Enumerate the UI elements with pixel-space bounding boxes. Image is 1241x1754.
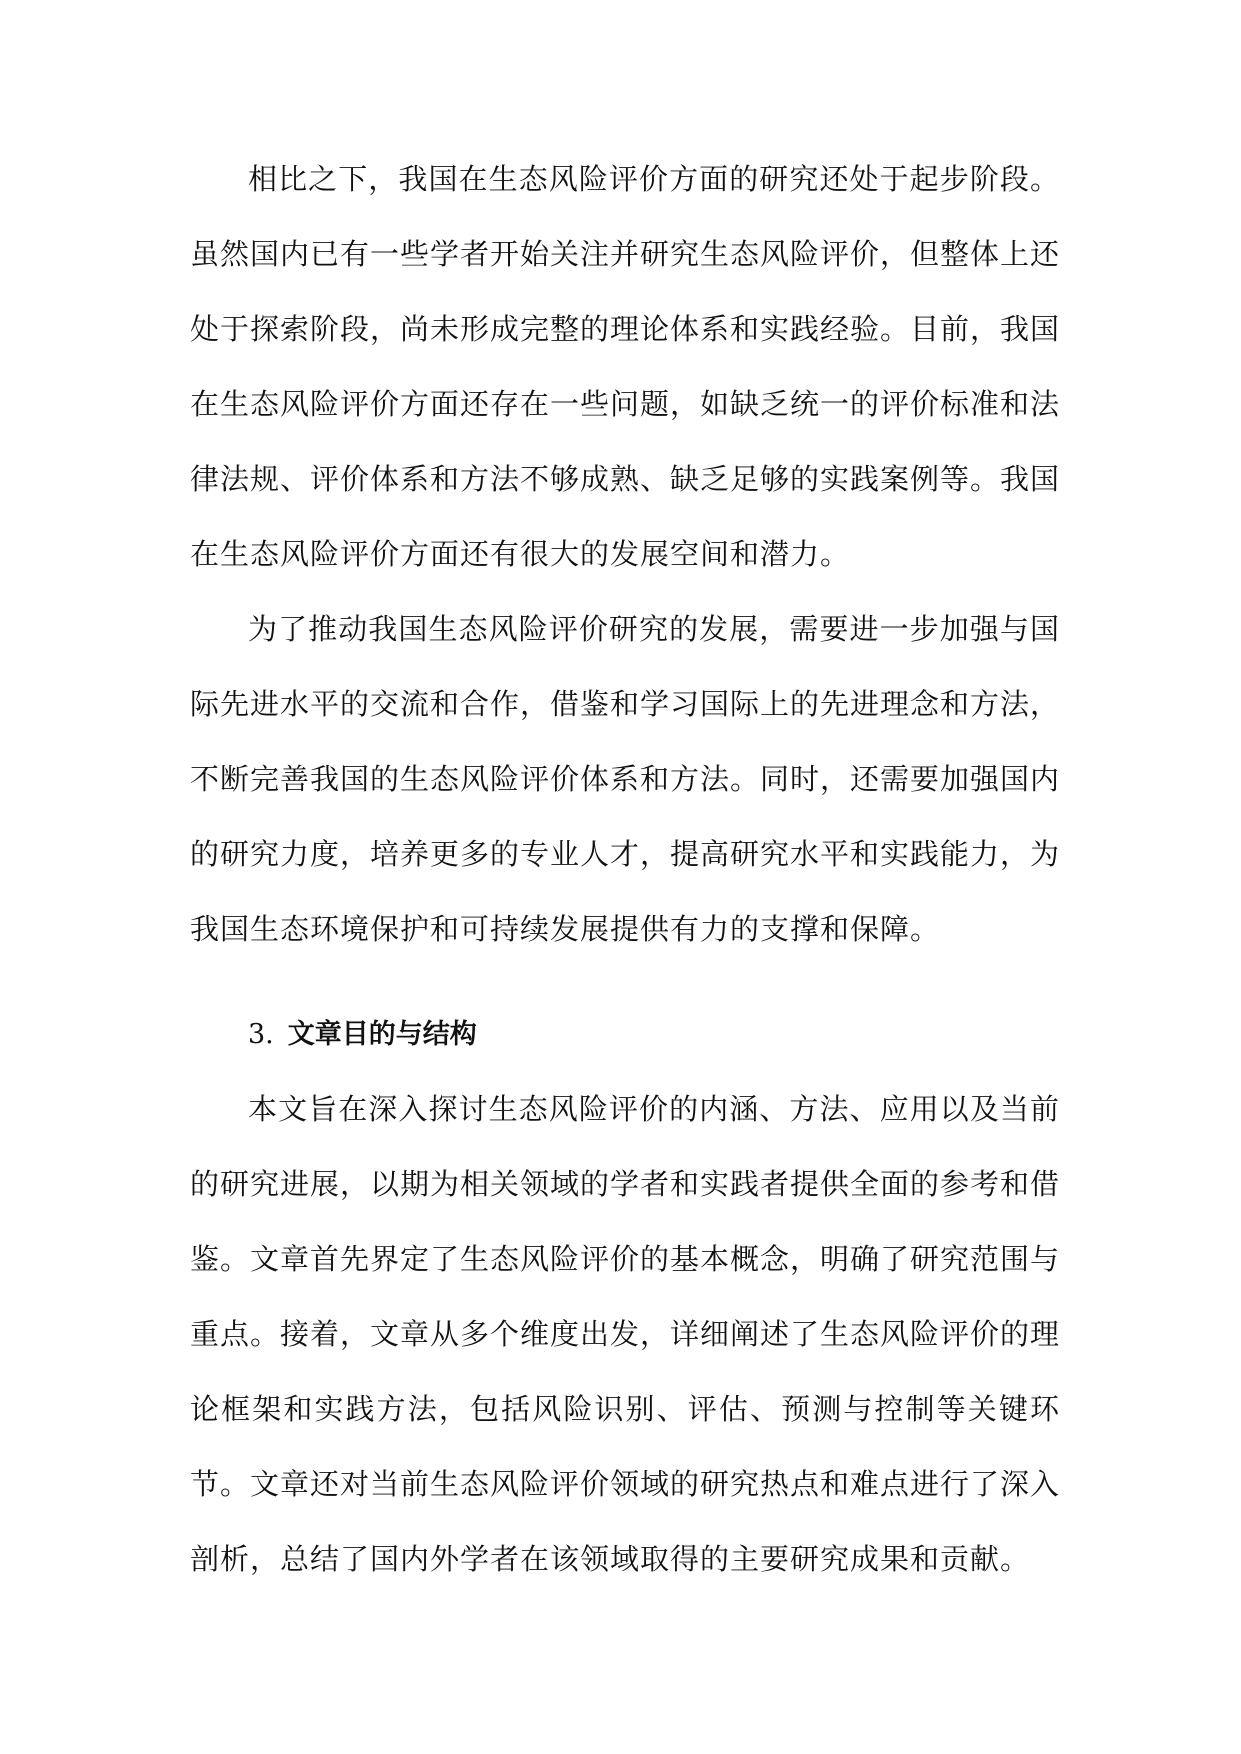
section-title: 文章目的与结构 bbox=[287, 1019, 477, 1050]
section-heading bbox=[190, 997, 1060, 1072]
paragraph-article-purpose: 本文旨在深入探讨生态风险评价的内涵、方法、应用以及当前的研究进展，以期为相关领域的学者和实践者提供全面的参考和借鉴。文章首先界定了生态风险评价的基本概念，明确了研究范围与重点。接着，文章从多个维度出发，详细阐述了生态风险评价的理论框架和实践方法，包括风险识别、评估、预测与控制等关键环节。文章还对当前生态风险评价领域的研究热点和难点进行了深入剖析，总结了国内外学者在该领域取得的主要研究成果和贡献。 bbox=[190, 1092, 1061, 1576]
document-body bbox=[190, 142, 1060, 1597]
paragraph-domestic-status: 相比之下，我国在生态风险评价方面的研究还处于起步阶段。虽然国内已有一些学者开始关注并研究生态风险评价，但整体上还处于探索阶段，尚未形成完整的理论体系和实践经验。目前，我国在生态风险评价方面还存在一些问题，如缺乏统一的评价标准和法律法规、评价体系和方法不够成熟、缺乏足够的实践案例等。我国在生态风险评价方面还有很大的发展空间和潜力。 bbox=[190, 162, 1061, 571]
paragraph-development-needs: 为了推动我国生态风险评价研究的发展，需要进一步加强与国际先进水平的交流和合作，借鉴和学习国际上的先进理念和方法，不断完善我国的生态风险评价体系和方法。同时，还需要加强国内的研究力度，培养更多的专业人才，提高研究水平和实践能力，为我国生态环境保护和可持续发展提供有力的支撑和保障。 bbox=[190, 612, 1061, 946]
section-number: 3. bbox=[248, 1019, 274, 1050]
